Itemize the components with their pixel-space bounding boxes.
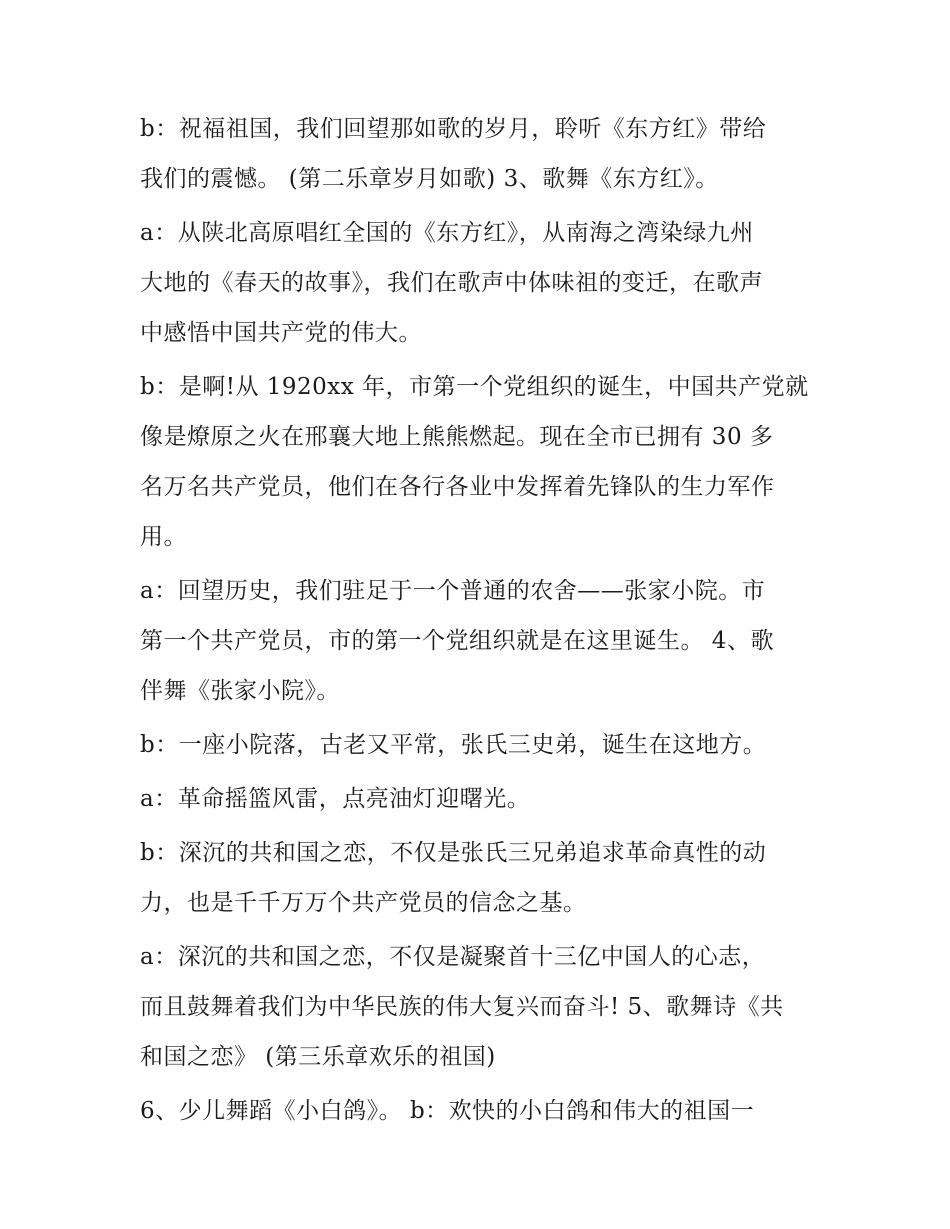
paragraph-b-4 [140,828,830,928]
text-line: 而且鼓舞着我们为中华民族的伟大复兴而奋斗! 5、歌舞诗《共 [140,994,784,1020]
paragraph-item-6 [140,1086,830,1136]
text-line: a：从陕北高原唱红全国的《东方红》，从南海之湾染绿九州 [140,220,754,246]
text-line: 伴舞《张家小院》。 [140,678,340,704]
text-line: 力，也是千千万万个共产党员的信念之基。 [140,890,587,916]
paragraph-a-1 [140,208,830,358]
text-line: 我们的震憾。 (第二乐章岁月如歌) 3、歌舞《东方红》。 [140,166,719,192]
text-line: a：回望历史，我们驻足于一个普通的农舍——张家小院。市 [140,578,766,604]
text-line: 大地的《春天的故事》，我们在歌声中体味祖的变迁，在歌声 [140,270,763,296]
text-line: b：是啊!从 1920xx 年，市第一个党组织的诞生，中国共产党就 [140,374,809,400]
paragraph-a-4 [140,932,830,1082]
paragraph-a-3 [140,774,830,824]
text-line: a：深沉的共和国之恋，不仅是凝聚首十三亿中国人的心志， [140,944,766,970]
text-line: 和国之恋》 (第三乐章欢乐的祖国) [140,1044,496,1070]
text-line: b：深沉的共和国之恋，不仅是张氏三兄弟追求革命真性的动 [140,840,767,866]
text-line: 用。 [140,524,187,550]
text-line: b：一座小院落，古老又平常，张氏三史弟，诞生在这地方。 [140,732,767,758]
text-line: 名万名共产党员，他们在各行各业中发挥着先锋队的生力军作 [140,474,775,500]
paragraph-b-2 [140,362,830,562]
paragraph-a-2 [140,566,830,716]
text-line: b：祝福祖国，我们回望那如歌的岁月，聆听《东方红》带给 [140,116,767,142]
paragraph-b-1 [140,104,830,204]
text-line: 像是燎原之火在邢襄大地上熊熊燃起。现在全市已拥有 30 多 [140,424,774,450]
text-line: 中感悟中国共产党的伟大。 [140,320,422,346]
text-line: 第一个共产党员，市的第一个党组织就是在这里诞生。 4、歌 [140,628,774,654]
document-body [140,104,830,1140]
text-line: 6、少儿舞蹈《小白鸽》。 b：欢快的小白鸽和伟大的祖国一 [140,1098,755,1124]
text-line: a：革命摇篮风雷，点亮油灯迎曙光。 [140,786,531,812]
paragraph-b-3 [140,720,830,770]
